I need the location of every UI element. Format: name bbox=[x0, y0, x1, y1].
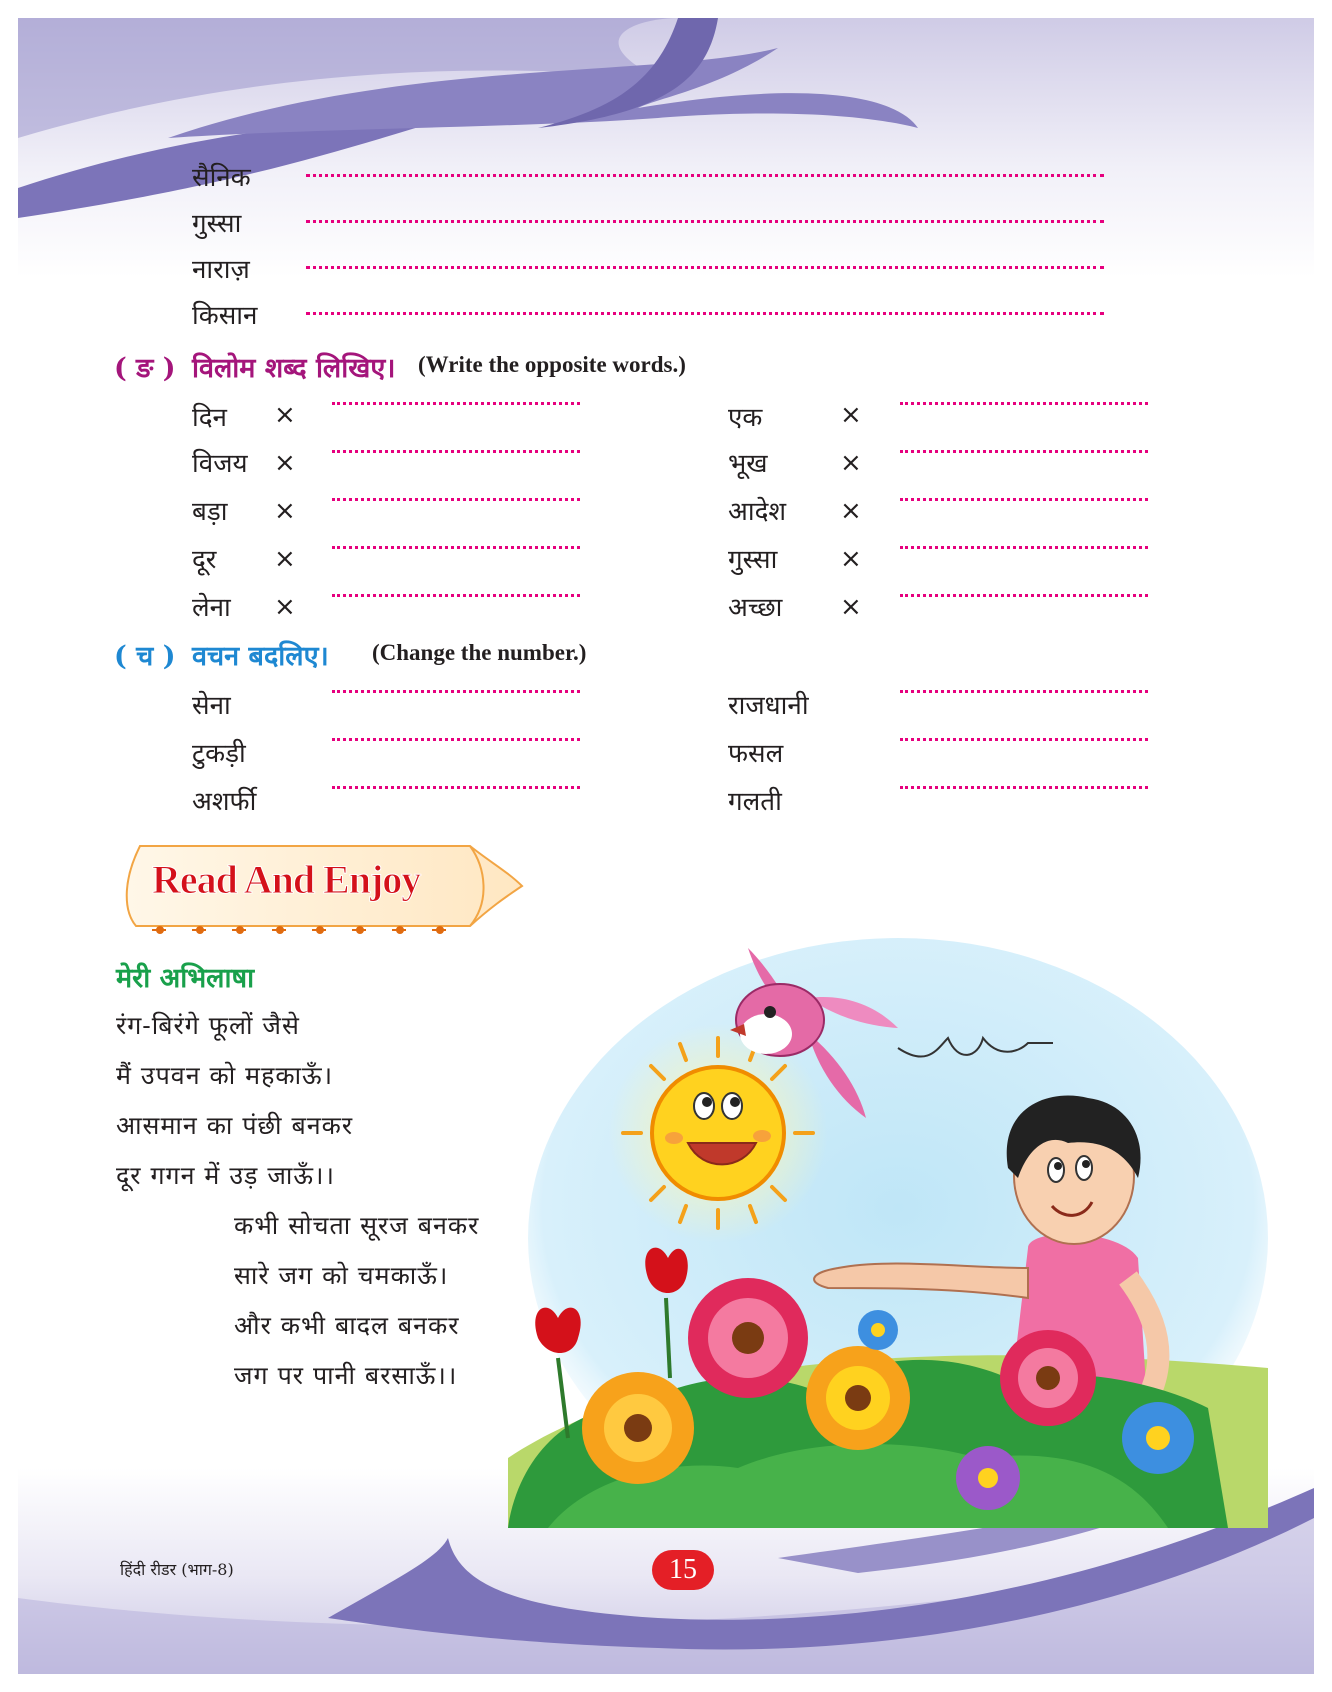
number-right-word: फसल bbox=[728, 739, 784, 769]
cross-symbol: × bbox=[840, 544, 862, 574]
number-right-word: गलती bbox=[728, 787, 782, 817]
number-left-word: सेना bbox=[192, 691, 231, 721]
word-sainik: सैनिक bbox=[192, 163, 251, 193]
page bbox=[18, 18, 1314, 1674]
answer-line[interactable] bbox=[900, 546, 1148, 549]
answer-line[interactable] bbox=[332, 690, 580, 693]
answer-line[interactable] bbox=[306, 312, 1104, 315]
answer-line[interactable] bbox=[332, 738, 580, 741]
word-naraz: नाराज़ bbox=[192, 255, 250, 285]
answer-line[interactable] bbox=[900, 594, 1148, 597]
section-ch-title: वचन बदलिए। bbox=[192, 641, 329, 672]
section-ch-number: ( च ) bbox=[114, 641, 176, 672]
answer-line[interactable] bbox=[306, 220, 1104, 223]
poem-line: जग पर पानी बरसाऊँ।। bbox=[234, 1361, 458, 1390]
opposite-left-word: बड़ा bbox=[192, 497, 228, 527]
answer-line[interactable] bbox=[306, 174, 1104, 177]
poem-line: सारे जग को चमकाऊँ। bbox=[234, 1261, 449, 1290]
answer-line[interactable] bbox=[900, 786, 1148, 789]
poem-line: मैं उपवन को महकाऊँ। bbox=[116, 1061, 334, 1090]
cross-symbol: × bbox=[840, 400, 862, 430]
poem-line: कभी सोचता सूरज बनकर bbox=[234, 1211, 480, 1240]
answer-line[interactable] bbox=[332, 786, 580, 789]
section-e-number: ( ङ ) bbox=[114, 353, 176, 384]
section-e-title: विलोम शब्द लिखिए। bbox=[192, 353, 396, 384]
flower-icon bbox=[688, 1278, 808, 1398]
cross-symbol: × bbox=[274, 448, 296, 478]
answer-line[interactable] bbox=[332, 450, 580, 453]
opposite-right-word: भूख bbox=[728, 449, 768, 479]
answer-line[interactable] bbox=[900, 498, 1148, 501]
opposite-left-word: दिन bbox=[192, 403, 227, 433]
footer-book-title: हिंदी रीडर (भाग-8) bbox=[120, 1560, 234, 1579]
flower-icon bbox=[956, 1446, 1020, 1510]
poem-line: रंग-बिरंगे फूलों जैसे bbox=[116, 1011, 300, 1040]
cross-symbol: × bbox=[840, 496, 862, 526]
answer-line[interactable] bbox=[900, 402, 1148, 405]
cross-symbol: × bbox=[840, 448, 862, 478]
number-left-word: टुकड़ी bbox=[192, 739, 246, 769]
cross-symbol: × bbox=[274, 544, 296, 574]
word-kisan: किसान bbox=[192, 301, 258, 331]
cross-symbol: × bbox=[274, 592, 296, 622]
opposite-right-word: आदेश bbox=[728, 497, 787, 527]
cross-symbol: × bbox=[274, 400, 296, 430]
answer-line[interactable] bbox=[900, 450, 1148, 453]
opposite-left-word: दूर bbox=[192, 545, 217, 575]
opposite-right-word: अच्छा bbox=[728, 593, 783, 623]
opposite-left-word: विजय bbox=[192, 449, 248, 479]
number-right-word: राजधानी bbox=[728, 691, 809, 721]
answer-line[interactable] bbox=[332, 546, 580, 549]
answer-line[interactable] bbox=[332, 402, 580, 405]
sun-icon bbox=[608, 1023, 828, 1243]
opposite-right-word: गुस्सा bbox=[728, 545, 778, 575]
flower-icon bbox=[1122, 1402, 1194, 1474]
illustration bbox=[508, 938, 1268, 1528]
opposite-right-word: एक bbox=[728, 403, 763, 433]
cross-symbol: × bbox=[840, 592, 862, 622]
number-left-word: अशर्फी bbox=[192, 787, 257, 817]
flower-icon bbox=[858, 1310, 898, 1350]
poem-line: आसमान का पंछी बनकर bbox=[116, 1111, 354, 1140]
poem-title: मेरी अभिलाषा bbox=[116, 963, 255, 994]
section-ch-title-english: (Change the number.) bbox=[372, 640, 587, 665]
flower-icon bbox=[1000, 1330, 1096, 1426]
answer-line[interactable] bbox=[306, 266, 1104, 269]
flower-icon bbox=[582, 1372, 694, 1484]
section-e-title-english: (Write the opposite words.) bbox=[418, 352, 686, 377]
answer-line[interactable] bbox=[900, 738, 1148, 741]
answer-line[interactable] bbox=[332, 594, 580, 597]
cross-symbol: × bbox=[274, 496, 296, 526]
banner-title: Read And Enjoy bbox=[152, 857, 421, 902]
answer-line[interactable] bbox=[332, 498, 580, 501]
poem-line: दूर गगन में उड़ जाऊँ।। bbox=[116, 1161, 335, 1190]
page-number: 15 bbox=[652, 1550, 714, 1590]
answer-line[interactable] bbox=[900, 690, 1148, 693]
word-gussa: गुस्सा bbox=[192, 209, 242, 239]
opposite-left-word: लेना bbox=[192, 593, 231, 623]
poem-line: और कभी बादल बनकर bbox=[234, 1311, 460, 1340]
flower-icon bbox=[806, 1346, 910, 1450]
